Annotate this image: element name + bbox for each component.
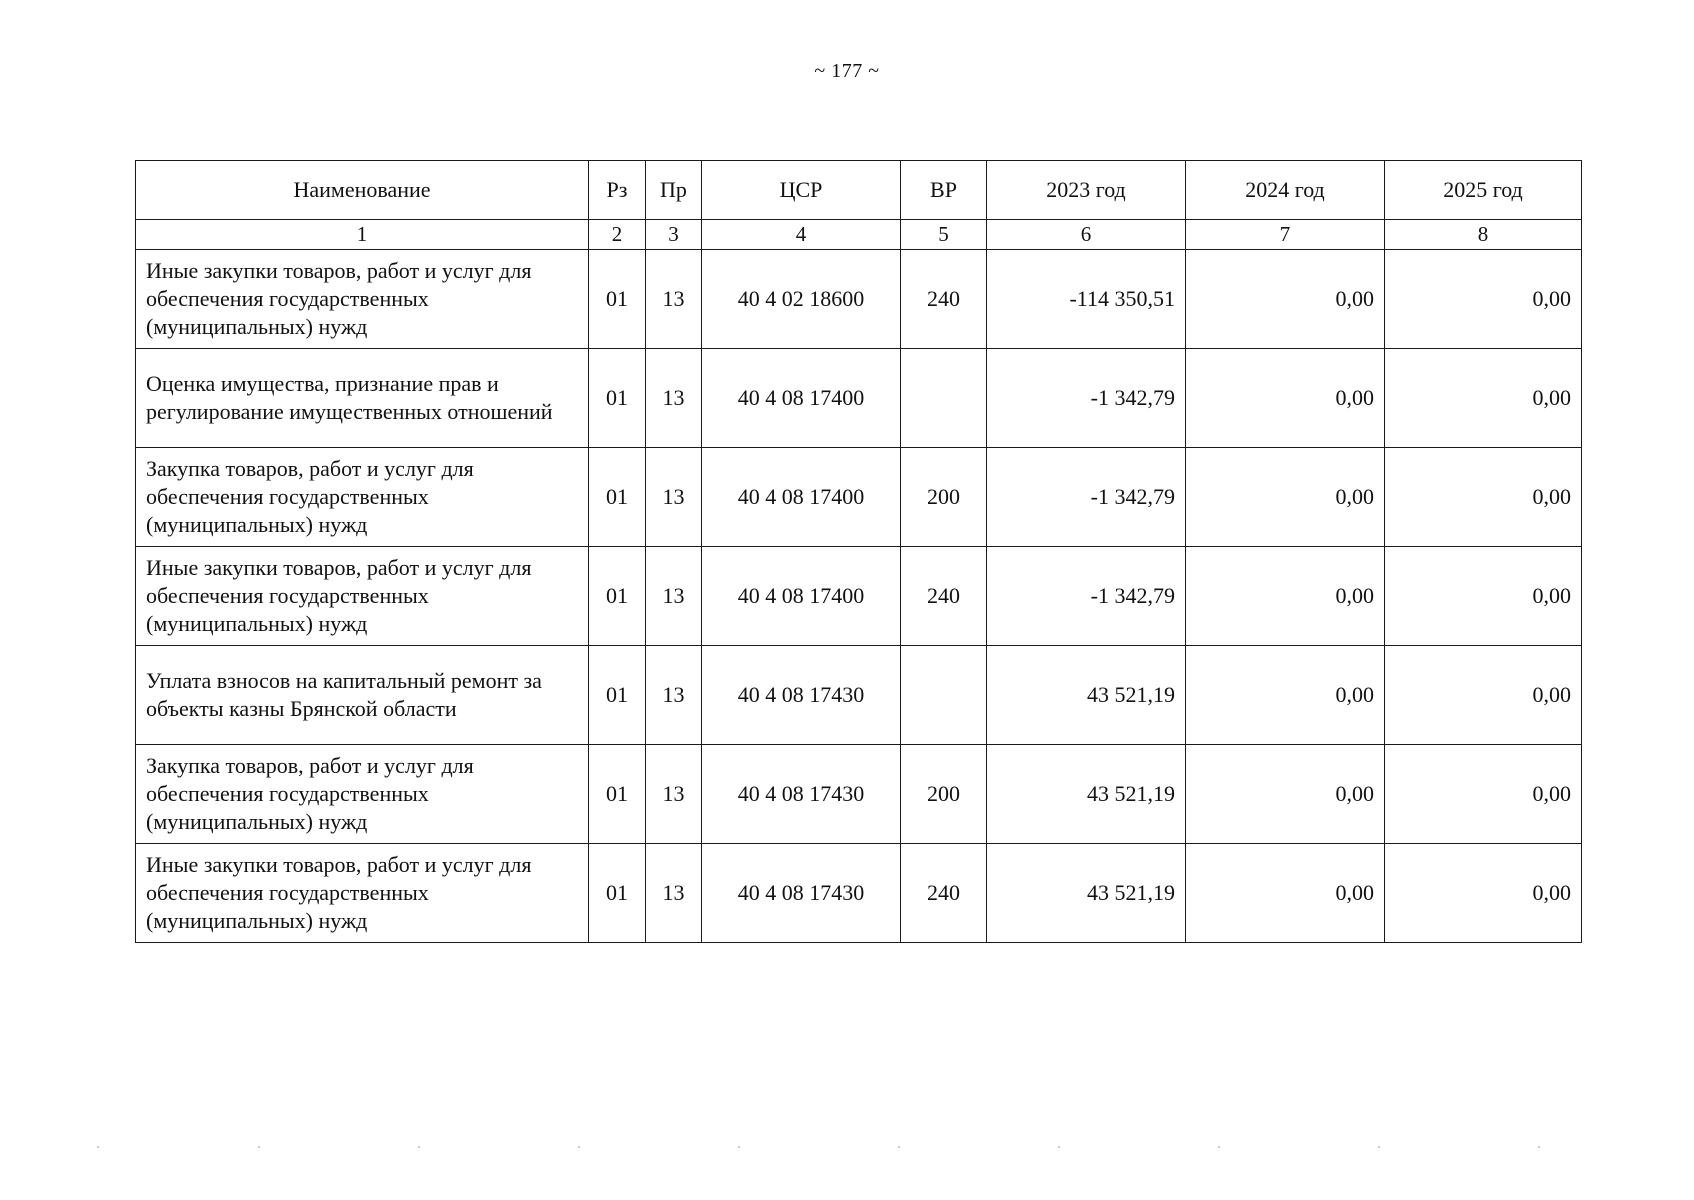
row-vr: 240 — [901, 547, 987, 646]
row-2025: 0,00 — [1385, 547, 1582, 646]
row-2025: 0,00 — [1385, 745, 1582, 844]
header-csr: ЦСР — [702, 161, 901, 220]
table-row — [136, 250, 1582, 349]
row-csr: 40 4 08 17400 — [702, 547, 901, 646]
table-row — [136, 547, 1582, 646]
scan-speck — [738, 1146, 740, 1148]
row-rz: 01 — [589, 646, 646, 745]
row-2025: 0,00 — [1385, 646, 1582, 745]
column-number: 2 — [589, 220, 646, 250]
header-row — [136, 161, 1582, 220]
header-pr: Пр — [646, 161, 702, 220]
row-vr: 240 — [901, 844, 987, 943]
row-2024: 0,00 — [1186, 448, 1385, 547]
row-csr: 40 4 08 17430 — [702, 844, 901, 943]
table-row — [136, 448, 1582, 547]
row-2024: 0,00 — [1186, 646, 1385, 745]
row-rz: 01 — [589, 448, 646, 547]
row-2025: 0,00 — [1385, 349, 1582, 448]
page-number: ~ 177 ~ — [814, 60, 880, 82]
row-pr: 13 — [646, 745, 702, 844]
column-number-row — [136, 220, 1582, 250]
column-number: 4 — [702, 220, 901, 250]
row-name: Иные закупки товаров, работ и услуг для обеспечения государственных (муниципальных) нужд — [136, 547, 589, 646]
row-pr: 13 — [646, 547, 702, 646]
row-name: Закупка товаров, работ и услуг для обеспечения государственных (муниципальных) нужд — [136, 448, 589, 547]
budget-table — [135, 160, 1582, 943]
row-vr: 240 — [901, 250, 987, 349]
row-2023: -1 342,79 — [987, 547, 1186, 646]
row-2023: 43 521,19 — [987, 745, 1186, 844]
row-2024: 0,00 — [1186, 547, 1385, 646]
row-csr: 40 4 08 17400 — [702, 448, 901, 547]
row-2024: 0,00 — [1186, 844, 1385, 943]
column-number: 1 — [136, 220, 589, 250]
table-row — [136, 646, 1582, 745]
row-name: Иные закупки товаров, работ и услуг для обеспечения государственных (муниципальных) нужд — [136, 250, 589, 349]
header-vr: ВР — [901, 161, 987, 220]
row-2024: 0,00 — [1186, 349, 1385, 448]
row-name: Оценка имущества, признание прав и регулирование имущественных отношений — [136, 349, 589, 448]
row-rz: 01 — [589, 844, 646, 943]
row-csr: 40 4 08 17430 — [702, 745, 901, 844]
row-2023: -1 342,79 — [987, 448, 1186, 547]
row-csr: 40 4 08 17400 — [702, 349, 901, 448]
row-pr: 13 — [646, 844, 702, 943]
scan-speck — [97, 1146, 99, 1148]
header-2023: 2023 год — [987, 161, 1186, 220]
scan-speck — [1218, 1146, 1220, 1148]
header-rz: Рз — [589, 161, 646, 220]
row-name: Закупка товаров, работ и услуг для обеспечения государственных (муниципальных) нужд — [136, 745, 589, 844]
scan-speck — [1058, 1146, 1060, 1148]
scan-speck — [258, 1146, 260, 1148]
row-vr — [901, 646, 987, 745]
row-2023: 43 521,19 — [987, 844, 1186, 943]
column-number: 3 — [646, 220, 702, 250]
row-rz: 01 — [589, 250, 646, 349]
row-2023: -114 350,51 — [987, 250, 1186, 349]
row-2025: 0,00 — [1385, 448, 1582, 547]
row-pr: 13 — [646, 448, 702, 547]
column-number: 8 — [1385, 220, 1582, 250]
row-2025: 0,00 — [1385, 844, 1582, 943]
header-2025: 2025 год — [1385, 161, 1582, 220]
column-number: 6 — [987, 220, 1186, 250]
row-2023: -1 342,79 — [987, 349, 1186, 448]
row-vr: 200 — [901, 448, 987, 547]
scan-speck — [898, 1146, 900, 1148]
row-rz: 01 — [589, 547, 646, 646]
row-name: Иные закупки товаров, работ и услуг для обеспечения государственных (муниципальных) нужд — [136, 844, 589, 943]
table-row — [136, 844, 1582, 943]
scan-speck — [418, 1146, 420, 1148]
row-pr: 13 — [646, 250, 702, 349]
row-csr: 40 4 02 18600 — [702, 250, 901, 349]
row-rz: 01 — [589, 745, 646, 844]
row-2024: 0,00 — [1186, 745, 1385, 844]
row-csr: 40 4 08 17430 — [702, 646, 901, 745]
row-vr — [901, 349, 987, 448]
row-pr: 13 — [646, 646, 702, 745]
row-vr: 200 — [901, 745, 987, 844]
scan-speck — [578, 1146, 580, 1148]
table-row — [136, 745, 1582, 844]
row-pr: 13 — [646, 349, 702, 448]
scan-speck — [1538, 1146, 1540, 1148]
row-2025: 0,00 — [1385, 250, 1582, 349]
row-2024: 0,00 — [1186, 250, 1385, 349]
scan-speck — [1378, 1146, 1380, 1148]
row-name: Уплата взносов на капитальный ремонт за объекты казны Брянской области — [136, 646, 589, 745]
column-number: 7 — [1186, 220, 1385, 250]
table-row — [136, 349, 1582, 448]
header-name: Наименование — [136, 161, 589, 220]
column-number: 5 — [901, 220, 987, 250]
row-rz: 01 — [589, 349, 646, 448]
header-2024: 2024 год — [1186, 161, 1385, 220]
row-2023: 43 521,19 — [987, 646, 1186, 745]
